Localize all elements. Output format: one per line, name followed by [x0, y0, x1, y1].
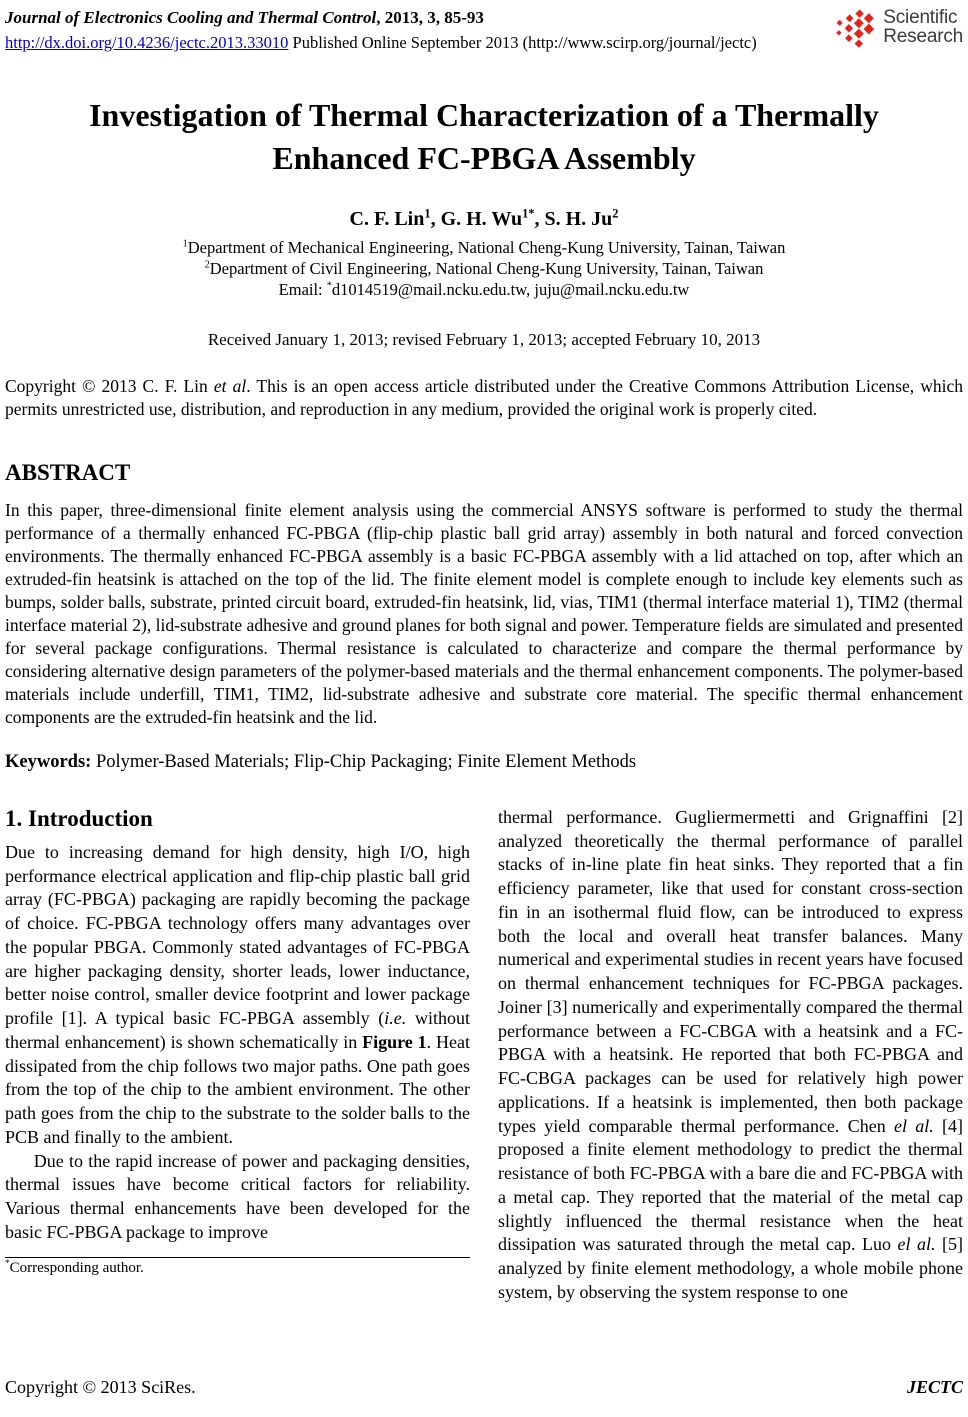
- page-footer: [5, 1377, 963, 1398]
- abstract-heading: ABSTRACT: [5, 459, 131, 485]
- abstract-text: In this paper, three-dimensional finite element analysis using the commercial ANSYS software is performed to study the thermal performance of a thermally enhanced FC-PBGA (flip-chip plastic ball grid array) assembly in both natural and forced convection environments. The thermally enhanced FC-PBGA assembly is a basic FC-PBGA assembly with a lid attached on top, after which an extruded-fin heatsink is attached on the top of the lid. The finite element model is complete enough to include key elements such as bumps, solder balls, substrate, printed circuit board, extruded-fin heatsink, lid, vias, TIM1 (thermal interface material 1), TIM2 (thermal interface material 2), lid-substrate adhesive and ground planes for both signal and power. Temperature fields are simulated and presented for several package configurations. Thermal resistance is calculated to characterize and compare the thermal performance by considering alternative design parameters of the polymer-based materials and the thermal enhancement components. The polymer-based materials include underfill, TIM1, TIM2, lid-substrate adhesive and substrate core material. The specific thermal enhancement components are the extruded-fin heatsink and the lid.: [5, 499, 963, 727]
- scientific-research-logo: [832, 8, 963, 50]
- keywords-line: [5, 752, 963, 773]
- paper-title-line1: Investigation of Thermal Characterization of a Thermally: [89, 97, 879, 134]
- keywords-text: Polymer-Based Materials; Flip-Chip Packaging; Finite Element Methods: [91, 751, 637, 772]
- author-line: C. F. Lin$^1$, G. H. $Wu^{1*}$, S. H. Ju$^2$: [349, 205, 619, 230]
- doi-link[interactable]: http://dx.doi.org/10.4236/jectc.2013.33010: [5, 32, 289, 52]
- received-line: Received January 1, 2013; revised February 1, 2013; accepted February 10, 2013: [207, 329, 761, 349]
- right-column: [498, 806, 963, 1305]
- footnote-corresponding-author: *Corresponding author.: [5, 1258, 144, 1276]
- email-line: Email: *d1014519@mail.ncku.edu.tw, juju@mail.ncku.edu.tw: [278, 279, 690, 299]
- intro-heading: 1. Introduction: [5, 805, 153, 831]
- footer-journal-abbrev: JECTC: [906, 1377, 963, 1397]
- affiliation-2: $^2$Department of Civil Engineering, National Cheng-Kung University, Tainan, Taiwan: [204, 258, 764, 278]
- affiliations-block: [5, 237, 963, 300]
- paper-title-line2: Enhanced FC-PBGA Assembly: [272, 140, 696, 177]
- right-column-text: thermal performance. Gugliermermetti and Grignaffini [2] analyzed theoretically the thermal performance of parallel stacks of in-line plate fin heat sinks. They reported that a fin efficiency parameter, like that used for constant cross-section fin in an isothermal fluid flow, can be introduced to express both the local and overall heat transfer balances. Many numerical and experimental studies in recent years have focused on thermal enhancement techniques for FC-PBGA packages. Joiner [3] numerically and experimentally compared the thermal performance between a FC-CBGA with a heatsink and a FC-PBGA with a heatsink. He reported that both FC-PBGA and FC-CBGA packages can be used for relatively high power applications. If a heatsink is implemented, then both package types yield comparable thermal performance. Chen el al. [4] proposed a finite element methodology to predict the thermal resistance of both FC-PBGA with a bare die and FC-PBGA with a metal cap. They reported that the material of the metal cap slightly influenced the thermal resistance when the heat dissipation was saturated through the metal cap. Luo el al. [5] analyzed by finite element methodology, a whole mobile phone system, by observing the system response to one: [498, 806, 963, 1302]
- logo-text-line1: Scientific: [883, 7, 958, 28]
- published-online-info: Published Online September 2013 (http://www.scirp.org/journal/jectc): [288, 32, 757, 52]
- journal-header: [5, 7, 963, 54]
- logo-text-line2: Research: [883, 26, 963, 48]
- journal-title: Journal of Electronics Cooling and Thermal Control: [5, 8, 377, 27]
- footer-copyright: Copyright © 2013 SciRes.: [5, 1377, 196, 1397]
- copyright-notice: Copyright © 2013 C. F. Lin et al. This is an open access article distributed under the Creative Commons Attribution License, which permits unrestricted use, distribution, and reproduction in any medium, provided the original work is properly cited.: [5, 375, 963, 419]
- intro-paragraph-2: Due to the rapid increase of power and packaging densities, thermal issues have become critical factors for reliability. Various thermal enhancements have been developed for the basic FC-PBGA package to improve: [5, 1150, 470, 1242]
- paper-title: [5, 94, 963, 180]
- journal-issue-info: , 2013, 3, 85-93: [376, 8, 484, 27]
- affiliation-1: $^1$Department of Mechanical Engineering, National Cheng-Kung University, Tainan, Taiwan: [182, 237, 786, 257]
- left-column: [5, 806, 470, 1305]
- keywords-label: Keywords:: [5, 751, 92, 772]
- footnote-rule: [5, 1257, 470, 1258]
- scientific-research-logo-icon: [832, 8, 878, 50]
- logo-text: [883, 8, 963, 47]
- publication-line: [5, 32, 757, 54]
- intro-paragraph-1: Due to increasing demand for high density, high I/O, high performance electrical application and flip-chip plastic ball grid array (FC-PBGA) packaging are rapidly becoming the package of choice. FC-PBGA technology offers many advantages over the popular PBGA. Commonly stated advantages of FC-PBGA are higher packaging density, shorter leads, lower inductance, better noise control, smaller device footprint and lower package profile [1]. A typical basic FC-PBGA assembly (i.e. without thermal enhancement) is shown schematically in Figure 1. Heat dissipated from the chip follows two major paths. One path goes from the top of the chip to the ambient environment. The other path goes from the chip to the substrate to the solder balls to the PCB and finally to the ambient.: [5, 841, 470, 1147]
- journal-title-line: [5, 7, 757, 30]
- journal-info: [5, 7, 757, 54]
- body-columns: [5, 806, 963, 1305]
